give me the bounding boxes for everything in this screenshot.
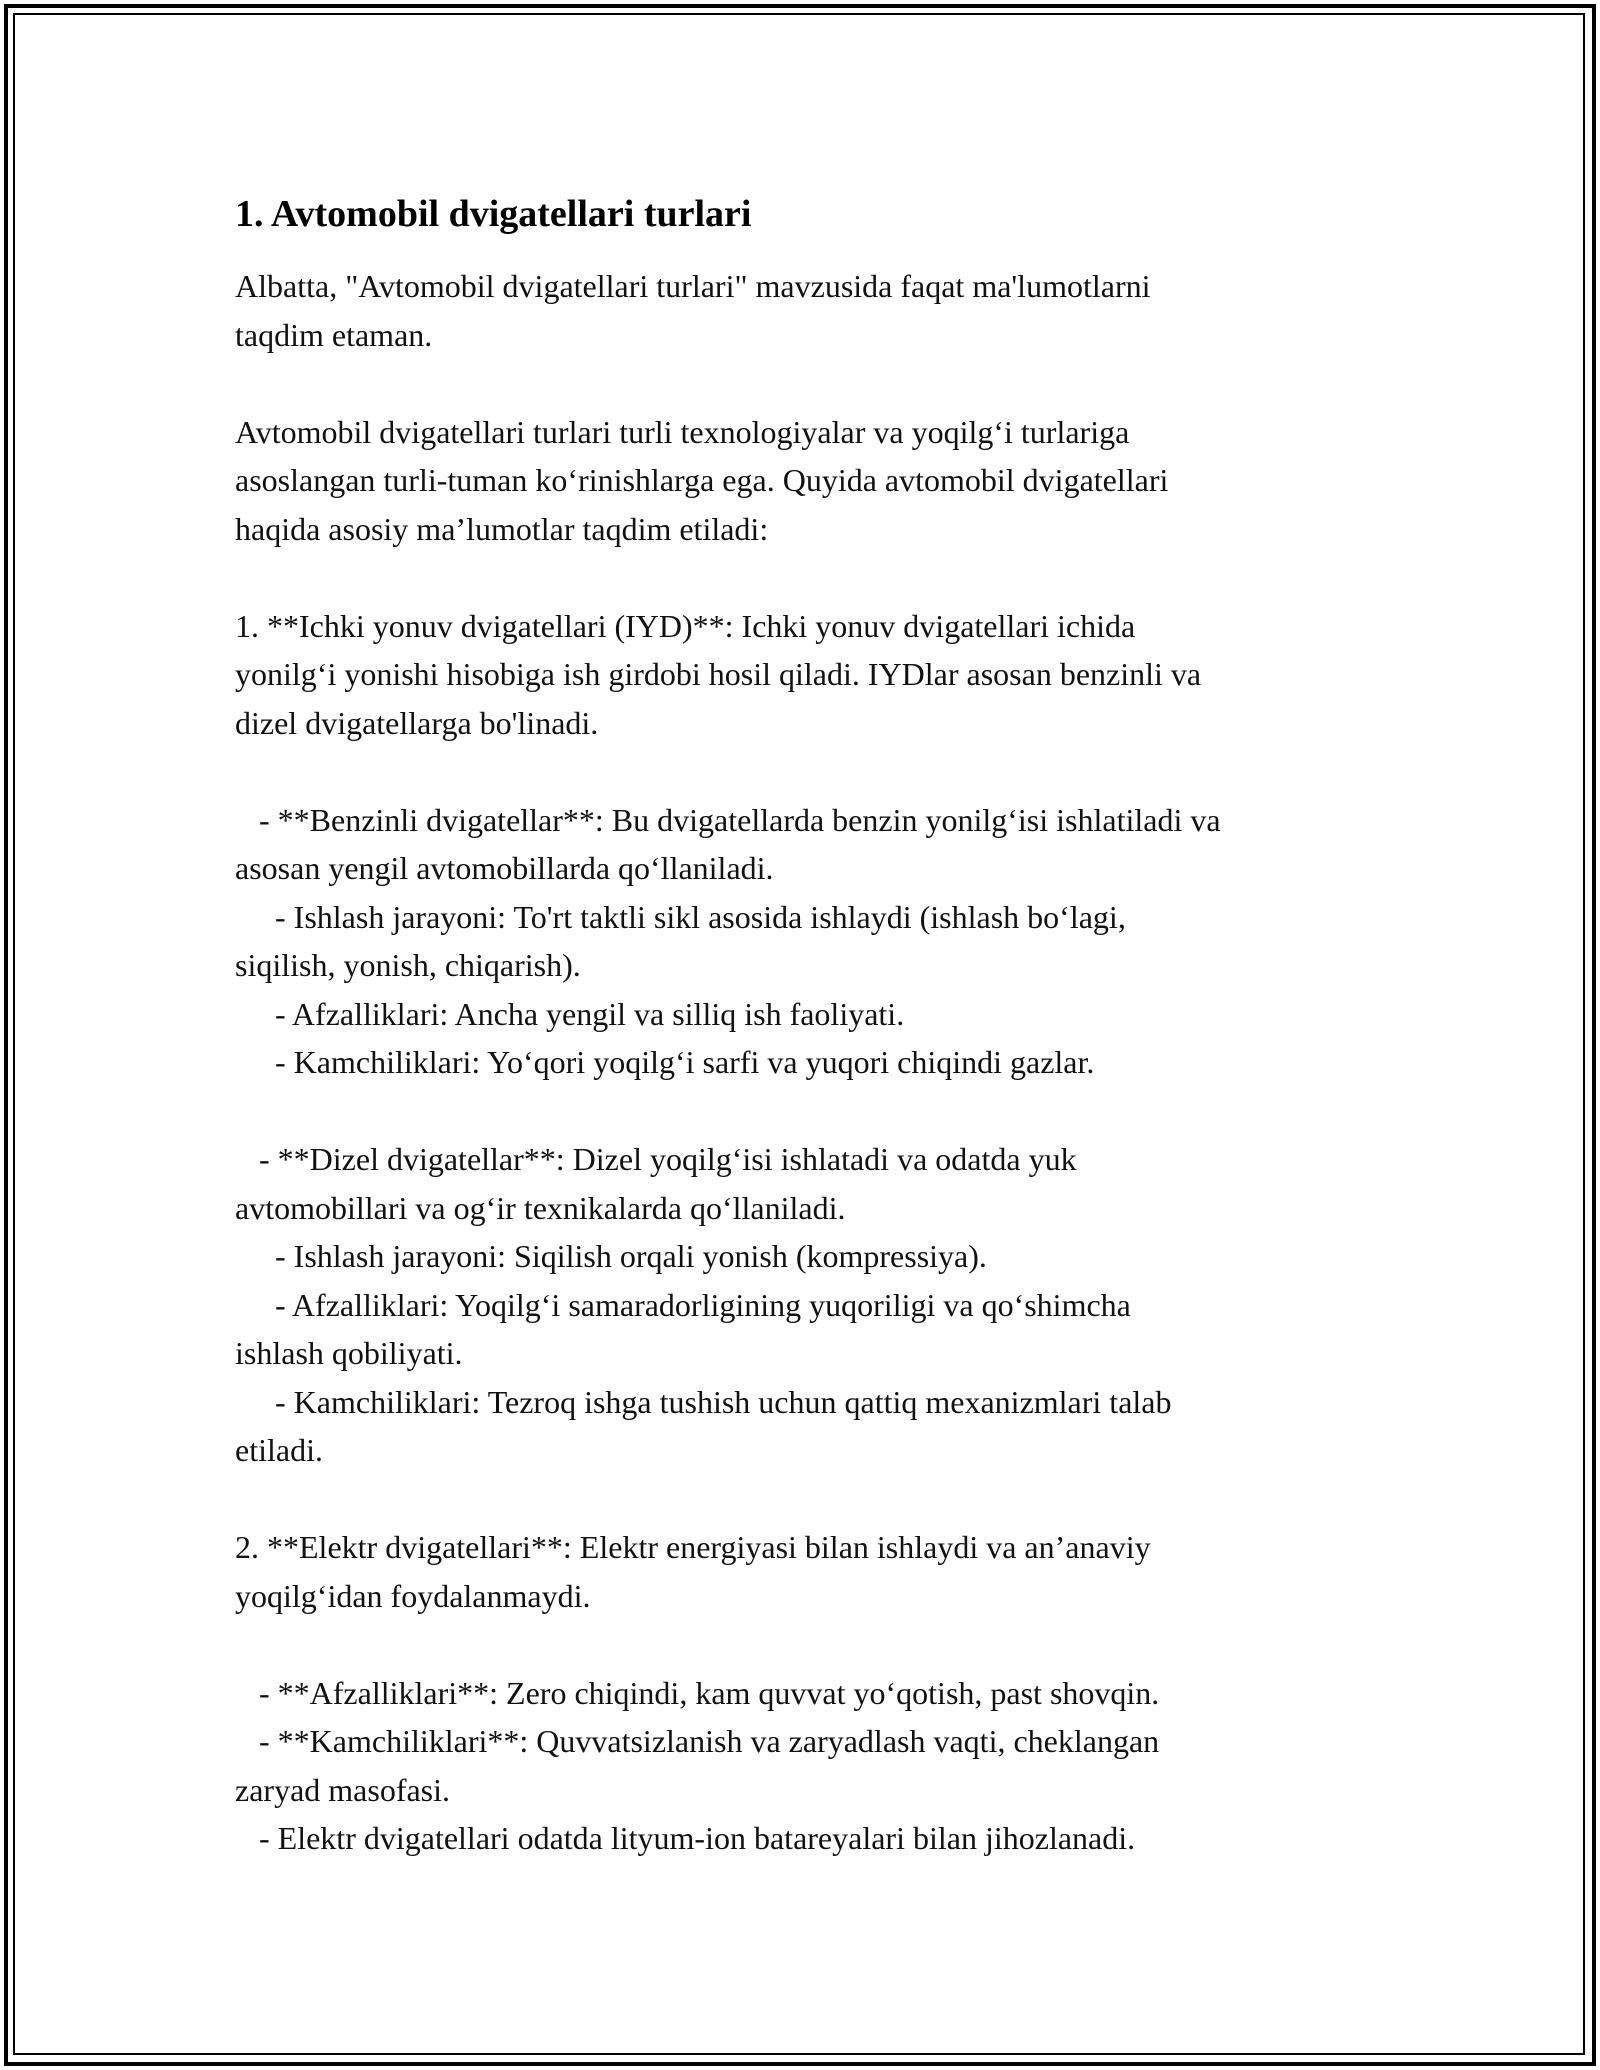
paragraph-gap: [235, 1087, 1395, 1136]
paragraph-gap: [235, 359, 1395, 408]
section-internal-combustion: 1. **Ichki yonuv dvigatellari (IYD)**: Ichki yonuv dvigatellari ichida yonilg‘i yonishi hisobiga ish girdobi hosil qiladi. IYDlar asosan benzinli va dizel dvigatellarga bo'linadi.: [235, 607, 1202, 741]
overview-paragraph: Avtomobil dvigatellari turlari turli texnologiyalar va yoqilg‘i turlariga asoslangan turli-tuman ko‘rinishlarga ega. Quyida avtomobil dvigatellari haqida asosiy ma’lumotlar taqdim etiladi:: [235, 413, 1169, 547]
document-title: 1. Avtomobil dvigatellari turlari: [235, 193, 752, 235]
subsection-petrol-engines: - **Benzinli dvigatellar**: Bu dvigatellarda benzin yonilg‘isi ishlatiladi va asosan yengil avtomobillarda qo‘llaniladi. - Ishlash jarayoni: To'rt taktli sikl asosida ishlaydi (ishlash bo‘lagi, siqilish, yonish, chiqarish). - Afzalliklari: Ancha yengil va silliq ish faoliyati. - Kamchiliklari: Yo‘qori yoqilg‘i sarfi va yuqori chiqindi gazlar.: [235, 801, 1221, 1080]
paragraph-gap: [235, 1475, 1395, 1524]
paragraph-gap: [235, 553, 1395, 602]
paragraph-gap: [235, 747, 1395, 796]
section-electric-motors: 2. **Elektr dvigatellari**: Elektr energiyasi bilan ishlaydi va an’anaviy yoqilg‘idan foydalanmaydi.: [235, 1529, 1151, 1614]
intro-paragraph: Albatta, "Avtomobil dvigatellari turlari" mavzusida faqat ma'lumotlarni taqdim etaman.: [235, 268, 1151, 353]
document-body: [235, 186, 1395, 1863]
subsection-diesel-engines: - **Dizel dvigatellar**: Dizel yoqilg‘isi ishlatadi va odatda yuk avtomobillari va og‘ir texnikalarda qo‘llaniladi. - Ishlash jarayoni: Siqilish orqali yonish (kompressiya). - Afzalliklari: Yoqilg‘i samaradorligining yuqoriligi va qo‘shimcha ishlash qobiliyati. - Kamchiliklari: Tezroq ishga tushish uchun qattiq mexanizmlari talab etiladi.: [235, 1141, 1172, 1468]
subsection-electric-details: - **Afzalliklari**: Zero chiqindi, kam quvvat yo‘qotish, past shovqin. - **Kamchiliklari**: Quvvatsizlanish va zaryadlash vaqti, cheklangan zaryad masofasi. - Elektr dvigatellari odatda lityum-ion batareyalari bilan jihozlanadi.: [235, 1674, 1160, 1856]
paragraph-gap: [235, 1620, 1395, 1669]
